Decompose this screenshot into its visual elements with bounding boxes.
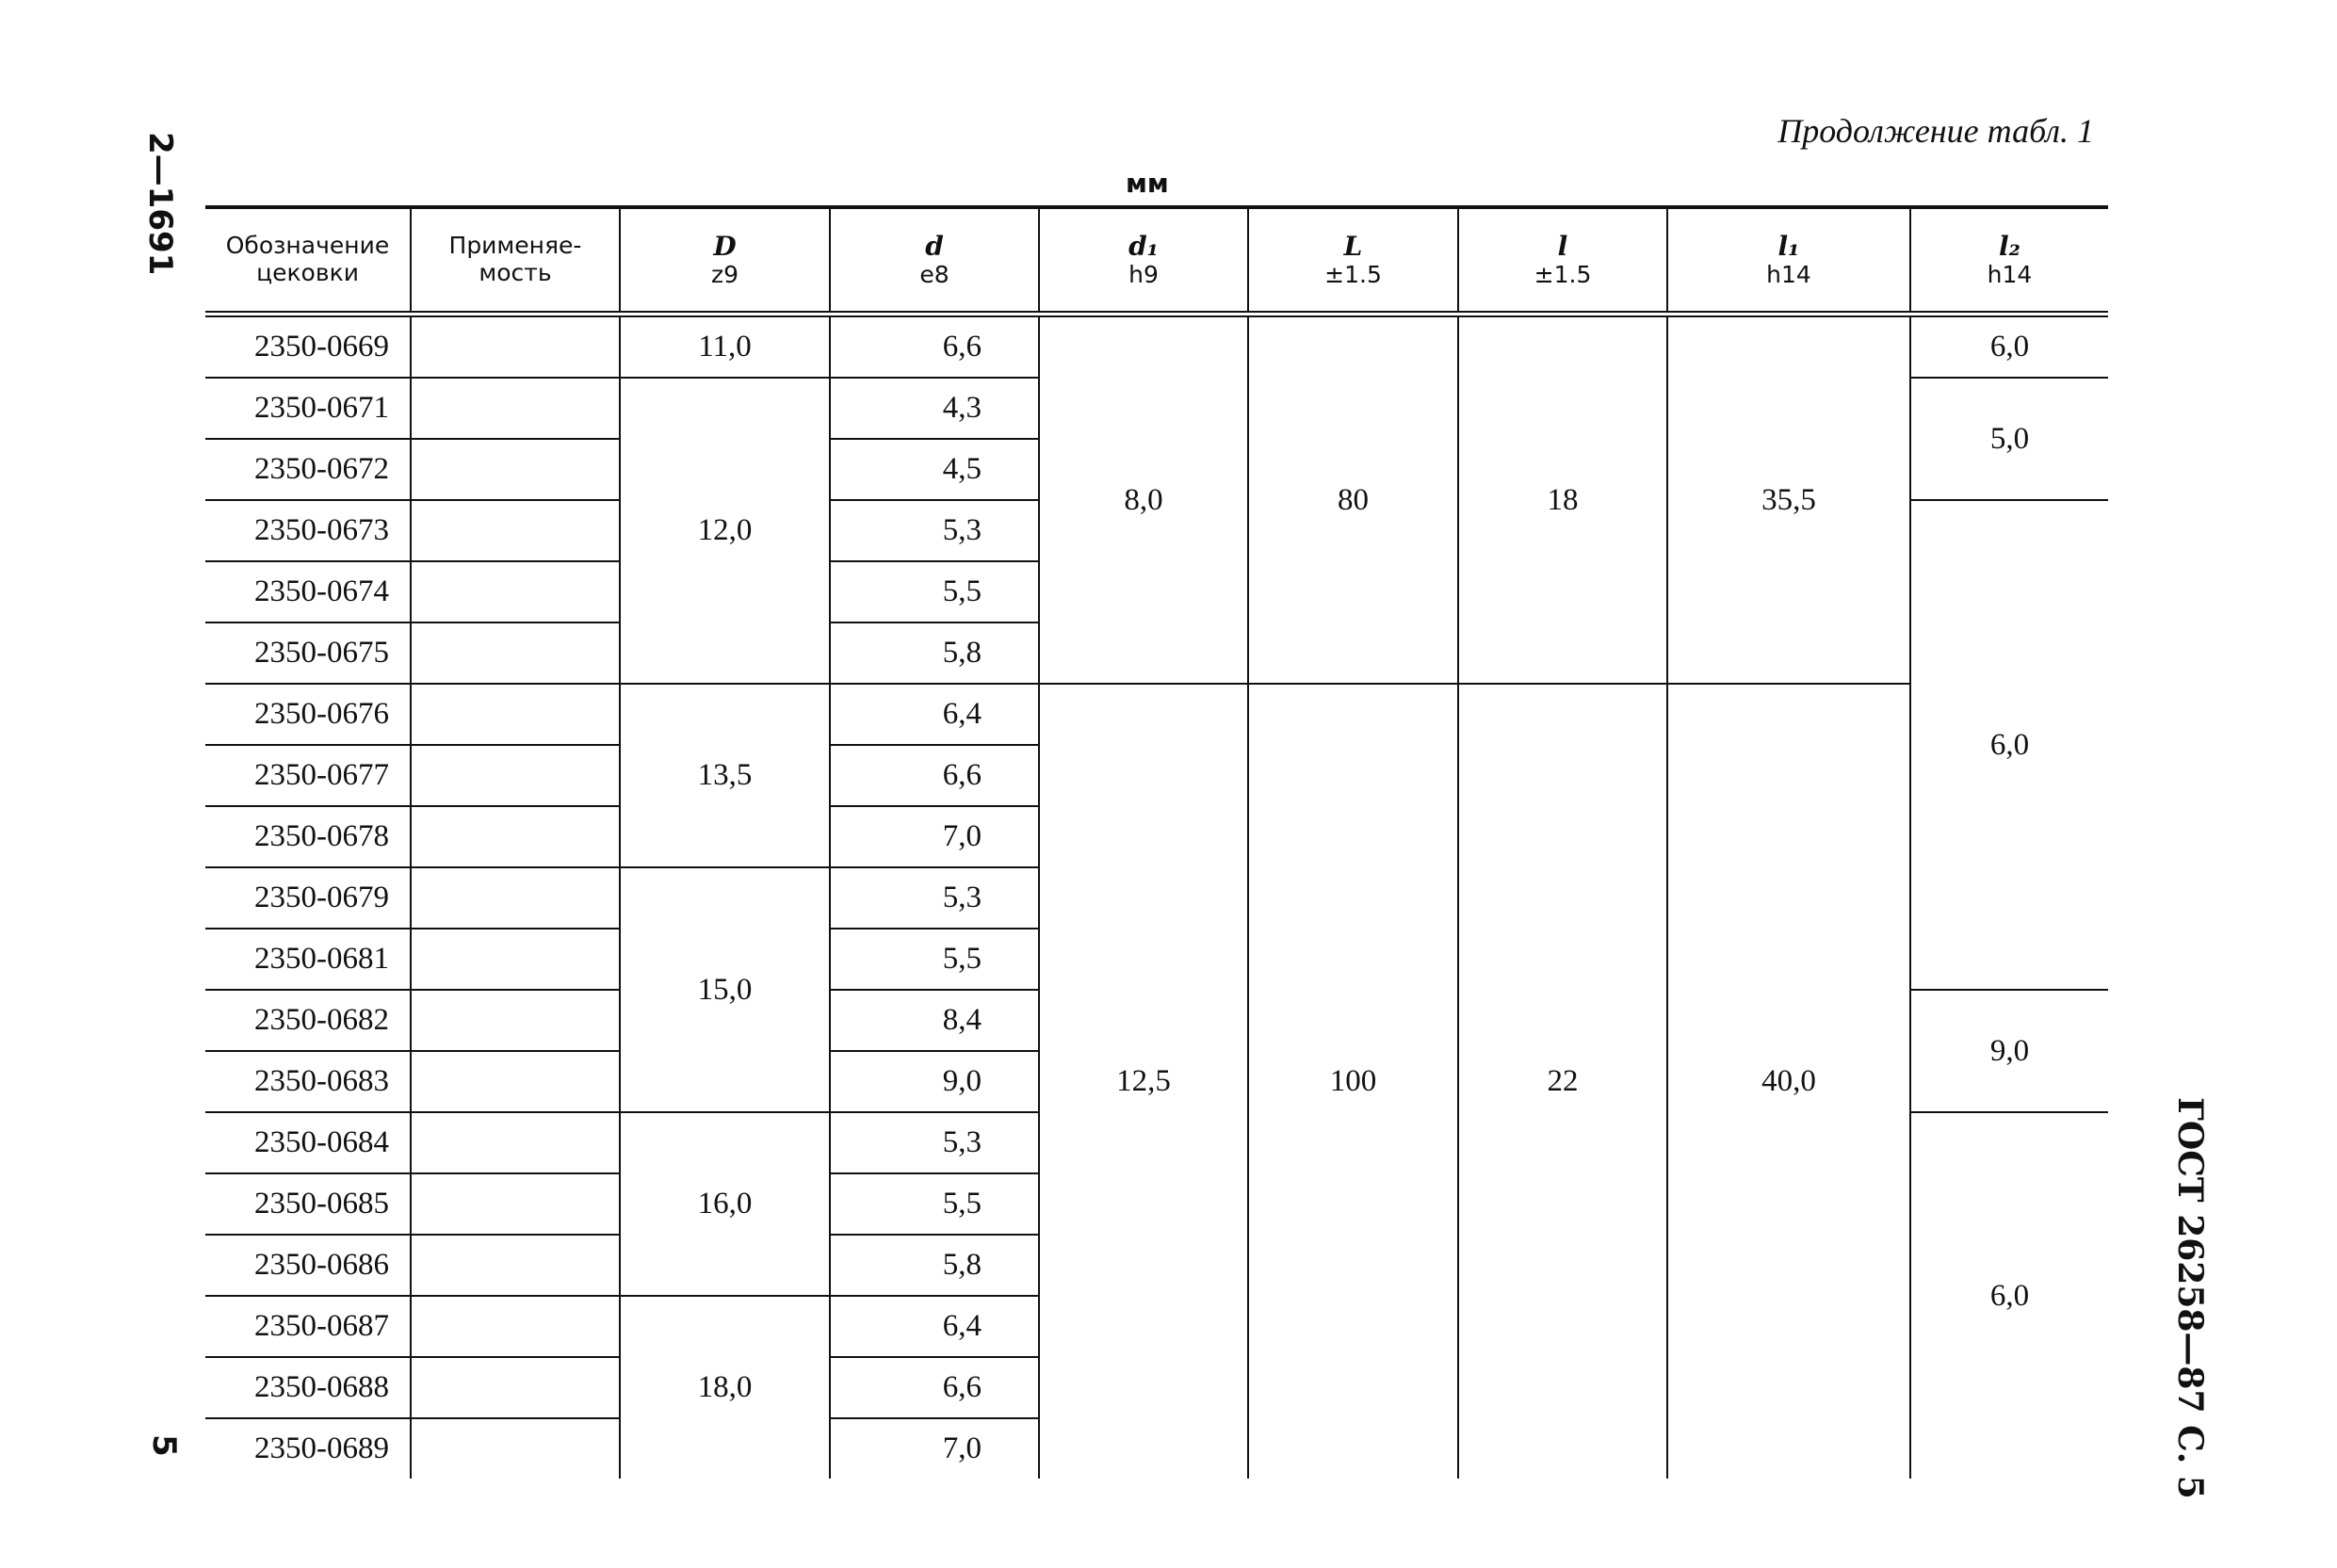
D-cell: 13,5 [620,684,830,867]
d-cell: 5,3 [830,500,1039,561]
applicability-cell [411,867,620,929]
l1-cell: 40,0 [1667,684,1910,1479]
applicability-cell [411,684,620,745]
designation-cell: 2350-0673 [205,500,411,561]
designation-cell: 2350-0683 [205,1051,411,1112]
designation-cell: 2350-0687 [205,1296,411,1357]
l2-cell: 6,0 [1910,1112,2108,1479]
d-cell: 5,8 [830,1235,1039,1296]
applicability-cell [411,929,620,990]
applicability-cell [411,439,620,500]
col-header-L: L ±1.5 [1248,207,1458,315]
table-row [205,684,2108,745]
applicability-cell [411,1418,620,1479]
d-cell: 6,6 [830,745,1039,806]
col-header-l: l ±1.5 [1458,207,1667,315]
col-header-d: d e8 [830,207,1039,315]
l2-cell: 9,0 [1910,990,2108,1112]
col-header-D: D z9 [620,207,830,315]
designation-cell: 2350-0681 [205,929,411,990]
l2-cell: 6,0 [1910,315,2108,379]
col-header-l1: l₁ h14 [1667,207,1910,315]
D-cell: 15,0 [620,867,830,1112]
header-row [205,207,2108,315]
applicability-cell [411,990,620,1051]
applicability-cell [411,1235,620,1296]
applicability-cell [411,561,620,622]
d-cell: 6,6 [830,315,1039,379]
d-cell: 5,3 [830,867,1039,929]
col-header-d1: d₁ h9 [1039,207,1248,315]
applicability-cell [411,1051,620,1112]
d-cell: 5,5 [830,561,1039,622]
D-cell: 12,0 [620,378,830,684]
D-cell: 18,0 [620,1296,830,1479]
designation-cell: 2350-0689 [254,1431,389,1465]
designation-cell: 2350-0684 [205,1112,411,1173]
d-cell: 6,4 [830,684,1039,745]
d-cell: 5,5 [830,1173,1039,1235]
d1-cell: 8,0 [1039,315,1248,685]
col-header-designation: Обозначение цековки [225,232,390,286]
designation-cell: 2350-0669 [205,315,411,379]
l-cell: 18 [1458,315,1667,685]
L-cell: 80 [1248,315,1458,685]
designation-cell: 2350-0677 [205,745,411,806]
table-row [205,315,2108,379]
applicability-cell [411,1173,620,1235]
applicability-cell [411,1112,620,1173]
designation-cell: 2350-0675 [205,622,411,684]
applicability-cell [411,1357,620,1418]
d-cell: 9,0 [830,1051,1039,1112]
l2-cell: 5,0 [1910,378,2108,500]
l2-cell: 6,0 [1910,500,2108,990]
d-cell: 8,4 [830,990,1039,1051]
D-cell: 11,0 [620,315,830,379]
applicability-cell [411,806,620,867]
continuation-caption: Продолжение табл. 1 [1777,112,2094,150]
l-cell: 22 [1458,684,1667,1479]
d1-cell: 12,5 [1039,684,1248,1479]
applicability-cell [411,500,620,561]
designation-cell: 2350-0686 [205,1235,411,1296]
applicability-cell [411,315,620,379]
d-cell: 4,5 [830,439,1039,500]
l1-cell: 35,5 [1667,315,1910,685]
D-cell: 16,0 [620,1112,830,1296]
margin-page-number: 5 [144,1434,183,1457]
designation-cell: 2350-0682 [205,990,411,1051]
d-cell: 7,0 [830,806,1039,867]
designation-cell: 2350-0678 [205,806,411,867]
d-cell: 5,8 [830,622,1039,684]
d-cell: 6,4 [830,1296,1039,1357]
col-header-l2: l₂ h14 [1910,207,2108,315]
col-header-applicability: Применяе- мость [411,207,620,315]
L-cell: 100 [1248,684,1458,1479]
d-cell: 6,6 [830,1357,1039,1418]
d-cell: 7,0 [830,1418,1039,1479]
designation-cell: 2350-0672 [205,439,411,500]
d-cell: 5,5 [830,929,1039,990]
unit-label: мм [1126,168,1169,199]
designation-cell: 2350-0688 [205,1357,411,1418]
margin-code-top: 2—1691 [141,132,179,276]
d-cell: 5,3 [830,1112,1039,1173]
applicability-cell [411,378,620,439]
d-cell: 4,3 [830,378,1039,439]
applicability-cell [411,1296,620,1357]
designation-cell: 2350-0676 [205,684,411,745]
standard-page-reference: ГОСТ 26258—87 С. 5 [2170,1097,2210,1499]
applicability-cell [411,622,620,684]
specification-table [205,205,2108,1479]
designation-cell: 2350-0674 [205,561,411,622]
designation-cell: 2350-0679 [205,867,411,929]
applicability-cell [411,745,620,806]
designation-cell: 2350-0685 [205,1173,411,1235]
designation-cell: 2350-0671 [205,378,411,439]
